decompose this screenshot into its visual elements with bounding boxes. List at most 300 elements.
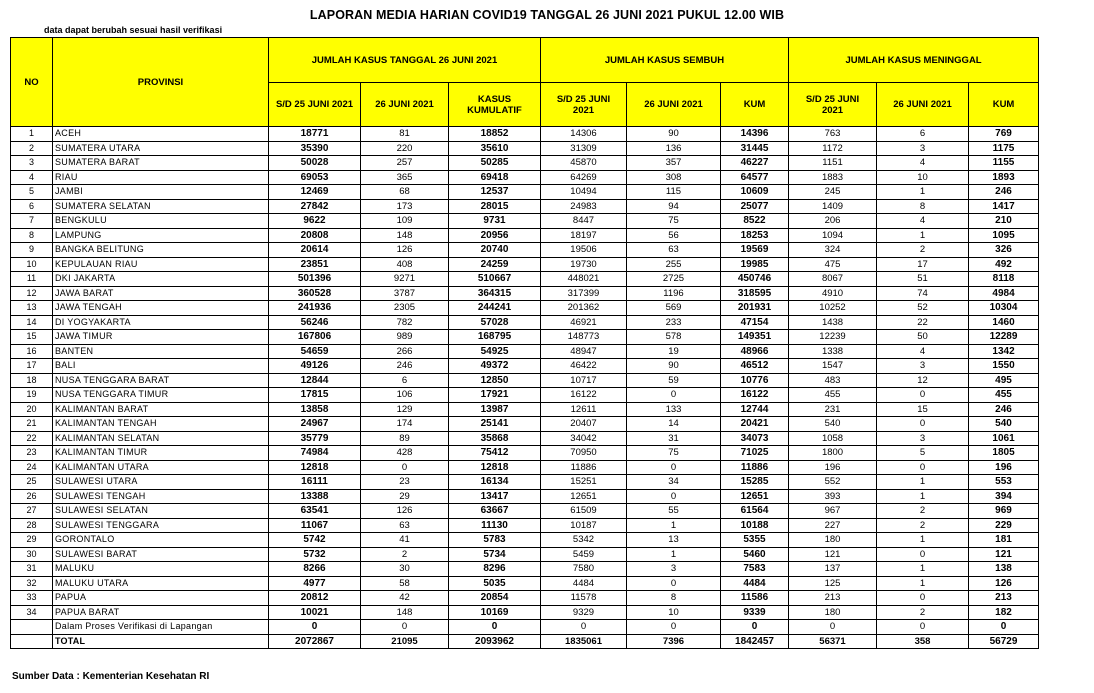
- cell-kasus-sd: 5732: [269, 547, 361, 562]
- cell-meninggal-hari: 74: [877, 286, 969, 301]
- cell-meninggal-sd: 206: [789, 214, 877, 229]
- cell-no: 23: [11, 446, 53, 461]
- cell-kasus-sd: 54659: [269, 344, 361, 359]
- cell-kasus-sd: 20614: [269, 243, 361, 258]
- cell-provinsi: SULAWESI TENGGARA: [53, 518, 269, 533]
- cell-sembuh-kum: 10188: [721, 518, 789, 533]
- cell-meninggal-hari: 1: [877, 185, 969, 200]
- cell-kasus-hari: 989: [361, 330, 449, 345]
- cell-provinsi: BENGKULU: [53, 214, 269, 229]
- cell-meninggal-kum: 326: [969, 243, 1039, 258]
- table-row: [11, 170, 1039, 185]
- header-provinsi: PROVINSI: [53, 38, 269, 127]
- cell-sembuh-hari: 0: [627, 620, 721, 635]
- cell-sembuh-kum: 7583: [721, 562, 789, 577]
- cell-kasus-kum: 9731: [449, 214, 541, 229]
- cell-kasus-kum: 2093962: [449, 634, 541, 649]
- cell-kasus-sd: 20812: [269, 591, 361, 606]
- cell-sembuh-sd: 15251: [541, 475, 627, 490]
- cell-meninggal-hari: 2: [877, 243, 969, 258]
- cell-kasus-hari: 41: [361, 533, 449, 548]
- table-row: [11, 257, 1039, 272]
- cell-meninggal-hari: 0: [877, 620, 969, 635]
- cell-no: [11, 620, 53, 635]
- table-row: [11, 286, 1039, 301]
- cell-sembuh-hari: 1: [627, 518, 721, 533]
- cell-sembuh-hari: 7396: [627, 634, 721, 649]
- cell-meninggal-sd: 227: [789, 518, 877, 533]
- cell-meninggal-sd: 540: [789, 417, 877, 432]
- table-row: [11, 475, 1039, 490]
- cell-provinsi: SULAWESI TENGAH: [53, 489, 269, 504]
- cell-kasus-kum: 244241: [449, 301, 541, 316]
- cell-sembuh-hari: 1: [627, 547, 721, 562]
- cell-meninggal-hari: 2: [877, 605, 969, 620]
- cell-sembuh-kum: 12651: [721, 489, 789, 504]
- cell-meninggal-hari: 1: [877, 562, 969, 577]
- cell-kasus-kum: 13987: [449, 402, 541, 417]
- cell-meninggal-kum: 1893: [969, 170, 1039, 185]
- cell-provinsi: ACEH: [53, 127, 269, 142]
- cell-meninggal-sd: 8067: [789, 272, 877, 287]
- cell-meninggal-hari: 1: [877, 533, 969, 548]
- cell-kasus-kum: 364315: [449, 286, 541, 301]
- cell-meninggal-hari: 3: [877, 431, 969, 446]
- cell-provinsi: NUSA TENGGARA BARAT: [53, 373, 269, 388]
- table-row: [11, 417, 1039, 432]
- cell-kasus-kum: 5783: [449, 533, 541, 548]
- table-row: [11, 344, 1039, 359]
- cell-sembuh-kum: 46512: [721, 359, 789, 374]
- cell-kasus-kum: 168795: [449, 330, 541, 345]
- cell-meninggal-sd: 125: [789, 576, 877, 591]
- cell-meninggal-kum: 1175: [969, 141, 1039, 156]
- table-row: [11, 388, 1039, 403]
- cell-kasus-hari: 266: [361, 344, 449, 359]
- cell-meninggal-hari: 1: [877, 228, 969, 243]
- cell-kasus-hari: 2305: [361, 301, 449, 316]
- cell-meninggal-hari: 1: [877, 489, 969, 504]
- cell-sembuh-kum: 19569: [721, 243, 789, 258]
- cell-sembuh-kum: 11886: [721, 460, 789, 475]
- cell-sembuh-kum: 9339: [721, 605, 789, 620]
- cell-kasus-sd: 12469: [269, 185, 361, 200]
- cell-meninggal-sd: 231: [789, 402, 877, 417]
- cell-meninggal-kum: 56729: [969, 634, 1039, 649]
- cell-kasus-sd: 35779: [269, 431, 361, 446]
- header-sembuh-hari: 26 JUNI 2021: [627, 83, 721, 127]
- cell-meninggal-kum: 1061: [969, 431, 1039, 446]
- cell-kasus-sd: 49126: [269, 359, 361, 374]
- cell-sembuh-sd: 10717: [541, 373, 627, 388]
- header-sembuh-sd: S/D 25 JUNI 2021: [541, 83, 627, 127]
- cell-meninggal-sd: 180: [789, 605, 877, 620]
- cell-sembuh-hari: 0: [627, 489, 721, 504]
- cell-meninggal-hari: 4: [877, 156, 969, 171]
- cell-meninggal-kum: 1550: [969, 359, 1039, 374]
- cell-no: 20: [11, 402, 53, 417]
- cell-meninggal-hari: 0: [877, 417, 969, 432]
- cell-provinsi: LAMPUNG: [53, 228, 269, 243]
- cell-provinsi: SULAWESI BARAT: [53, 547, 269, 562]
- cell-sembuh-sd: 10494: [541, 185, 627, 200]
- cell-sembuh-kum: 1842457: [721, 634, 789, 649]
- cell-sembuh-hari: 75: [627, 446, 721, 461]
- cell-kasus-hari: 2: [361, 547, 449, 562]
- cell-provinsi: MALUKU: [53, 562, 269, 577]
- cell-kasus-hari: 106: [361, 388, 449, 403]
- cell-provinsi: SUMATERA SELATAN: [53, 199, 269, 214]
- cell-meninggal-hari: 12: [877, 373, 969, 388]
- cell-no: 15: [11, 330, 53, 345]
- cell-sembuh-kum: 14396: [721, 127, 789, 142]
- cell-kasus-sd: 24967: [269, 417, 361, 432]
- cell-meninggal-sd: 12239: [789, 330, 877, 345]
- cell-meninggal-kum: 769: [969, 127, 1039, 142]
- cell-no: [11, 634, 53, 649]
- cell-meninggal-kum: 1155: [969, 156, 1039, 171]
- cell-kasus-kum: 49372: [449, 359, 541, 374]
- cell-kasus-hari: 174: [361, 417, 449, 432]
- cell-no: 5: [11, 185, 53, 200]
- cell-kasus-kum: 510667: [449, 272, 541, 287]
- cell-meninggal-kum: 394: [969, 489, 1039, 504]
- cell-kasus-kum: 20956: [449, 228, 541, 243]
- cell-provinsi: BANTEN: [53, 344, 269, 359]
- cell-meninggal-sd: 1151: [789, 156, 877, 171]
- cell-kasus-hari: 408: [361, 257, 449, 272]
- cell-provinsi: BANGKA BELITUNG: [53, 243, 269, 258]
- cell-meninggal-kum: 182: [969, 605, 1039, 620]
- cell-provinsi: JAWA TENGAH: [53, 301, 269, 316]
- cell-kasus-hari: 63: [361, 518, 449, 533]
- cell-sembuh-sd: 4484: [541, 576, 627, 591]
- cell-no: 26: [11, 489, 53, 504]
- cell-kasus-kum: 8296: [449, 562, 541, 577]
- cell-sembuh-hari: 94: [627, 199, 721, 214]
- cell-meninggal-kum: 1460: [969, 315, 1039, 330]
- cell-sembuh-kum: 61564: [721, 504, 789, 519]
- cell-meninggal-sd: 1883: [789, 170, 877, 185]
- cell-no: 17: [11, 359, 53, 374]
- table-row: [11, 243, 1039, 258]
- cell-sembuh-hari: 308: [627, 170, 721, 185]
- table-row: [11, 547, 1039, 562]
- cell-kasus-sd: 69053: [269, 170, 361, 185]
- table-row: [11, 576, 1039, 591]
- cell-sembuh-kum: 18253: [721, 228, 789, 243]
- cell-sembuh-sd: 11886: [541, 460, 627, 475]
- cell-kasus-sd: 167806: [269, 330, 361, 345]
- cell-kasus-kum: 25141: [449, 417, 541, 432]
- cell-meninggal-kum: 540: [969, 417, 1039, 432]
- table-row: [11, 301, 1039, 316]
- cell-kasus-hari: 246: [361, 359, 449, 374]
- cell-no: 19: [11, 388, 53, 403]
- cell-kasus-kum: 5734: [449, 547, 541, 562]
- cell-sembuh-kum: 11586: [721, 591, 789, 606]
- cell-sembuh-kum: 12744: [721, 402, 789, 417]
- table-row: [11, 141, 1039, 156]
- table-row: [11, 272, 1039, 287]
- cell-sembuh-sd: 201362: [541, 301, 627, 316]
- cell-kasus-hari: 23: [361, 475, 449, 490]
- table-row: [11, 620, 1039, 635]
- cell-kasus-sd: 5742: [269, 533, 361, 548]
- cell-kasus-kum: 12537: [449, 185, 541, 200]
- cell-sembuh-sd: 20407: [541, 417, 627, 432]
- cell-no: 16: [11, 344, 53, 359]
- cell-meninggal-hari: 3: [877, 141, 969, 156]
- table-row: [11, 518, 1039, 533]
- cell-kasus-kum: 28015: [449, 199, 541, 214]
- cell-meninggal-sd: 0: [789, 620, 877, 635]
- cell-no: 4: [11, 170, 53, 185]
- cell-sembuh-kum: 64577: [721, 170, 789, 185]
- cell-no: 32: [11, 576, 53, 591]
- cell-kasus-hari: 428: [361, 446, 449, 461]
- cell-provinsi: PAPUA BARAT: [53, 605, 269, 620]
- cell-provinsi: SUMATERA BARAT: [53, 156, 269, 171]
- cell-sembuh-sd: 45870: [541, 156, 627, 171]
- cell-sembuh-sd: 9329: [541, 605, 627, 620]
- cell-sembuh-hari: 115: [627, 185, 721, 200]
- cell-no: 24: [11, 460, 53, 475]
- cell-meninggal-sd: 324: [789, 243, 877, 258]
- cell-no: 21: [11, 417, 53, 432]
- cell-sembuh-sd: 5459: [541, 547, 627, 562]
- table-row: [11, 605, 1039, 620]
- cell-sembuh-kum: 47154: [721, 315, 789, 330]
- cell-meninggal-sd: 1058: [789, 431, 877, 446]
- cell-meninggal-sd: 1094: [789, 228, 877, 243]
- table-row: [11, 199, 1039, 214]
- cell-kasus-hari: 68: [361, 185, 449, 200]
- cell-no: 9: [11, 243, 53, 258]
- cell-kasus-hari: 173: [361, 199, 449, 214]
- cell-sembuh-hari: 233: [627, 315, 721, 330]
- cell-kasus-hari: 42: [361, 591, 449, 606]
- cell-meninggal-hari: 5: [877, 446, 969, 461]
- cell-meninggal-hari: 0: [877, 547, 969, 562]
- cell-sembuh-hari: 133: [627, 402, 721, 417]
- cell-no: 22: [11, 431, 53, 446]
- cell-kasus-kum: 69418: [449, 170, 541, 185]
- cell-meninggal-hari: 3: [877, 359, 969, 374]
- cell-sembuh-hari: 59: [627, 373, 721, 388]
- cell-sembuh-sd: 24983: [541, 199, 627, 214]
- cell-no: 34: [11, 605, 53, 620]
- cell-kasus-hari: 81: [361, 127, 449, 142]
- cell-sembuh-sd: 64269: [541, 170, 627, 185]
- cell-provinsi: SULAWESI SELATAN: [53, 504, 269, 519]
- cell-meninggal-hari: 10: [877, 170, 969, 185]
- table-row: [11, 127, 1039, 142]
- cell-kasus-hari: 6: [361, 373, 449, 388]
- cell-kasus-kum: 10169: [449, 605, 541, 620]
- cell-sembuh-sd: 8447: [541, 214, 627, 229]
- cell-sembuh-hari: 255: [627, 257, 721, 272]
- cell-sembuh-sd: 1835061: [541, 634, 627, 649]
- cell-meninggal-sd: 1172: [789, 141, 877, 156]
- cell-no: 31: [11, 562, 53, 577]
- cell-meninggal-kum: 1095: [969, 228, 1039, 243]
- header-no: NO: [11, 38, 53, 127]
- cell-kasus-sd: 360528: [269, 286, 361, 301]
- cell-sembuh-sd: 148773: [541, 330, 627, 345]
- cell-meninggal-hari: 4: [877, 214, 969, 229]
- cell-sembuh-sd: 0: [541, 620, 627, 635]
- cell-meninggal-hari: 2: [877, 504, 969, 519]
- cell-kasus-sd: 23851: [269, 257, 361, 272]
- header-group-kasus: JUMLAH KASUS TANGGAL 26 JUNI 2021: [269, 38, 541, 83]
- cell-meninggal-kum: 8118: [969, 272, 1039, 287]
- table-row: [11, 228, 1039, 243]
- table-row: [11, 402, 1039, 417]
- cell-meninggal-sd: 121: [789, 547, 877, 562]
- cell-kasus-sd: 2072867: [269, 634, 361, 649]
- cell-no: 27: [11, 504, 53, 519]
- cell-kasus-kum: 5035: [449, 576, 541, 591]
- cell-sembuh-hari: 0: [627, 576, 721, 591]
- cell-provinsi: SULAWESI UTARA: [53, 475, 269, 490]
- cell-sembuh-kum: 10609: [721, 185, 789, 200]
- cell-kasus-kum: 24259: [449, 257, 541, 272]
- cell-kasus-sd: 56246: [269, 315, 361, 330]
- cell-kasus-hari: 220: [361, 141, 449, 156]
- cell-sembuh-kum: 48966: [721, 344, 789, 359]
- cell-meninggal-hari: 4: [877, 344, 969, 359]
- cell-sembuh-kum: 25077: [721, 199, 789, 214]
- cell-meninggal-hari: 6: [877, 127, 969, 142]
- cell-sembuh-sd: 12611: [541, 402, 627, 417]
- header-kasus-hari: 26 JUNI 2021: [361, 83, 449, 127]
- cell-meninggal-sd: 56371: [789, 634, 877, 649]
- cell-kasus-sd: 50028: [269, 156, 361, 171]
- cell-sembuh-kum: 16122: [721, 388, 789, 403]
- cell-meninggal-sd: 393: [789, 489, 877, 504]
- cell-sembuh-hari: 0: [627, 460, 721, 475]
- cell-meninggal-sd: 763: [789, 127, 877, 142]
- cell-meninggal-sd: 213: [789, 591, 877, 606]
- cell-meninggal-sd: 196: [789, 460, 877, 475]
- cell-sembuh-hari: 569: [627, 301, 721, 316]
- cell-kasus-sd: 13858: [269, 402, 361, 417]
- cell-sembuh-hari: 0: [627, 388, 721, 403]
- cell-kasus-sd: 13388: [269, 489, 361, 504]
- table-row: [11, 214, 1039, 229]
- cell-provinsi: RIAU: [53, 170, 269, 185]
- cell-meninggal-kum: 181: [969, 533, 1039, 548]
- cell-provinsi: PAPUA: [53, 591, 269, 606]
- cell-kasus-hari: 257: [361, 156, 449, 171]
- table-row: [11, 489, 1039, 504]
- cell-sembuh-hari: 34: [627, 475, 721, 490]
- cell-kasus-sd: 35390: [269, 141, 361, 156]
- cell-kasus-hari: 58: [361, 576, 449, 591]
- cell-meninggal-kum: 969: [969, 504, 1039, 519]
- cell-sembuh-sd: 18197: [541, 228, 627, 243]
- cell-sembuh-sd: 34042: [541, 431, 627, 446]
- cell-meninggal-kum: 1805: [969, 446, 1039, 461]
- cell-kasus-kum: 35610: [449, 141, 541, 156]
- cell-kasus-hari: 126: [361, 243, 449, 258]
- cell-sembuh-kum: 450746: [721, 272, 789, 287]
- table-row: [11, 185, 1039, 200]
- cell-provinsi: KALIMANTAN SELATAN: [53, 431, 269, 446]
- cell-kasus-kum: 16134: [449, 475, 541, 490]
- cell-meninggal-kum: 455: [969, 388, 1039, 403]
- cell-meninggal-hari: 17: [877, 257, 969, 272]
- cell-sembuh-hari: 55: [627, 504, 721, 519]
- cell-sembuh-hari: 136: [627, 141, 721, 156]
- cell-sembuh-hari: 3: [627, 562, 721, 577]
- cell-kasus-kum: 18852: [449, 127, 541, 142]
- cell-no: 11: [11, 272, 53, 287]
- table-row: [11, 156, 1039, 171]
- cell-sembuh-hari: 1196: [627, 286, 721, 301]
- cell-provinsi: DI YOGYAKARTA: [53, 315, 269, 330]
- table-row: [11, 373, 1039, 388]
- cell-sembuh-kum: 318595: [721, 286, 789, 301]
- cell-provinsi: JAMBI: [53, 185, 269, 200]
- cell-provinsi: NUSA TENGGARA TIMUR: [53, 388, 269, 403]
- header-group-meninggal: JUMLAH KASUS MENINGGAL: [789, 38, 1039, 83]
- cell-sembuh-kum: 15285: [721, 475, 789, 490]
- table-row: [11, 315, 1039, 330]
- cell-sembuh-kum: 149351: [721, 330, 789, 345]
- cell-no: 1: [11, 127, 53, 142]
- table-row: [11, 359, 1039, 374]
- cell-kasus-sd: 10021: [269, 605, 361, 620]
- cell-no: 6: [11, 199, 53, 214]
- cell-meninggal-sd: 1409: [789, 199, 877, 214]
- cell-kasus-sd: 4977: [269, 576, 361, 591]
- cell-sembuh-sd: 19730: [541, 257, 627, 272]
- cell-kasus-sd: 27842: [269, 199, 361, 214]
- cell-meninggal-hari: 2: [877, 518, 969, 533]
- table-row: [11, 431, 1039, 446]
- verification-note: data dapat berubah sesuai hasil verifikasi: [44, 25, 223, 35]
- cell-sembuh-sd: 70950: [541, 446, 627, 461]
- cell-meninggal-sd: 475: [789, 257, 877, 272]
- cell-meninggal-sd: 245: [789, 185, 877, 200]
- cell-sembuh-hari: 19: [627, 344, 721, 359]
- cell-sembuh-kum: 19985: [721, 257, 789, 272]
- report-title: LAPORAN MEDIA HARIAN COVID19 TANGGAL 26 JUNI 2021 PUKUL 12.00 WIB: [309, 8, 785, 22]
- cell-sembuh-hari: 14: [627, 417, 721, 432]
- cell-meninggal-kum: 492: [969, 257, 1039, 272]
- cell-sembuh-hari: 56: [627, 228, 721, 243]
- cell-provinsi: Dalam Proses Verifikasi di Lapangan: [53, 620, 269, 635]
- cell-meninggal-sd: 455: [789, 388, 877, 403]
- cell-meninggal-hari: 0: [877, 460, 969, 475]
- cell-kasus-sd: 9622: [269, 214, 361, 229]
- cell-kasus-sd: 63541: [269, 504, 361, 519]
- cell-no: 13: [11, 301, 53, 316]
- cell-kasus-hari: 0: [361, 460, 449, 475]
- cell-provinsi: KEPULAUAN RIAU: [53, 257, 269, 272]
- cell-kasus-sd: 16111: [269, 475, 361, 490]
- cell-meninggal-hari: 8: [877, 199, 969, 214]
- cell-meninggal-sd: 4910: [789, 286, 877, 301]
- cell-sembuh-sd: 5342: [541, 533, 627, 548]
- header-kasus-kumulatif: KASUS KUMULATIF: [449, 83, 541, 127]
- cell-sembuh-hari: 31: [627, 431, 721, 446]
- table-row: [11, 591, 1039, 606]
- cell-kasus-hari: 148: [361, 228, 449, 243]
- cell-kasus-sd: 501396: [269, 272, 361, 287]
